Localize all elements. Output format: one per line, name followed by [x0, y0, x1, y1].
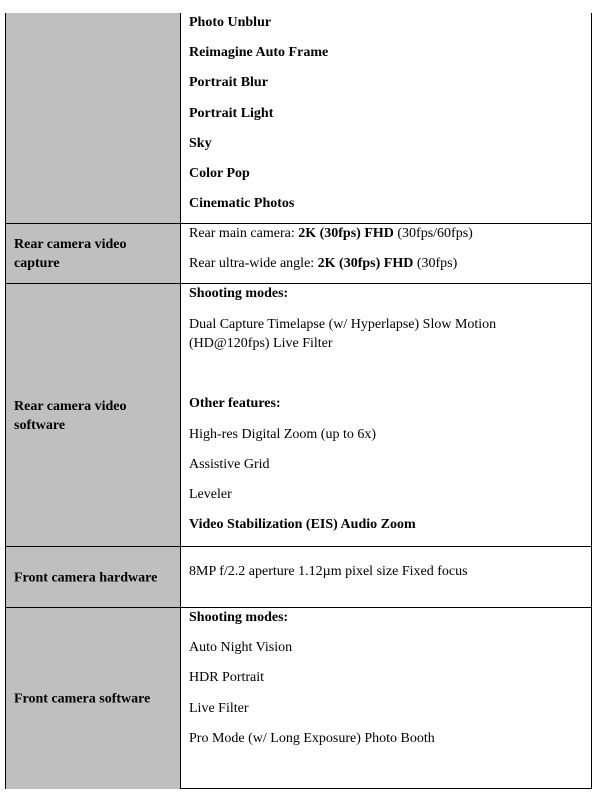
- text-segment: Video Stabilization (EIS) Audio Zoom: [189, 517, 416, 532]
- feature-line: [189, 43, 583, 62]
- text-segment: Cinematic Photos: [189, 196, 295, 211]
- text-segment: Leveler: [189, 487, 232, 502]
- feature-line: [189, 425, 583, 444]
- row-content-cell: [181, 608, 591, 789]
- text-segment: 2K (30fps) FHD: [298, 226, 394, 241]
- row-content-cell: [181, 284, 591, 547]
- text-segment: Other features:: [189, 396, 281, 411]
- feature-line: [189, 284, 583, 303]
- row-label: Rear camera video capture: [14, 237, 127, 271]
- text-segment: Rear main camera:: [189, 226, 299, 241]
- text-segment: Portrait Light: [189, 106, 274, 121]
- row-label-cell: [6, 547, 181, 608]
- feature-line: [189, 73, 583, 92]
- row-label: Rear camera video software: [14, 398, 127, 433]
- row-label: Front camera hardware: [14, 570, 158, 585]
- row-content-cell: [181, 224, 591, 284]
- feature-line: [189, 562, 583, 581]
- text-segment: Reimagine Auto Frame: [189, 45, 329, 60]
- feature-line: [189, 638, 583, 657]
- feature-line: [189, 164, 583, 183]
- table-row-photo-software-continued: [6, 13, 591, 223]
- text-segment: 8MP f/2.2 aperture 1.12µm pixel size Fixed focus: [189, 564, 468, 579]
- text-segment: Auto Night Vision: [189, 640, 293, 655]
- row-label-cell: [6, 224, 181, 284]
- feature-line: [189, 668, 583, 687]
- text-segment: (30fps/60fps): [393, 226, 473, 241]
- text-segment: Dual Capture Timelapse (w/ Hyperlapse) Slow Motion (HD@120fps) Live Filter: [189, 317, 497, 351]
- feature-line: [189, 515, 583, 534]
- feature-line: [189, 104, 583, 123]
- feature-line: [189, 729, 583, 748]
- text-segment: (30fps): [413, 256, 458, 271]
- table-row-front-hardware: [6, 546, 591, 608]
- text-segment: Photo Unblur: [189, 15, 272, 30]
- feature-line: [189, 394, 583, 413]
- row-label-cell: [6, 608, 181, 789]
- feature-line: [189, 608, 583, 627]
- text-segment: Sky: [189, 136, 212, 151]
- text-segment: HDR Portrait: [189, 670, 265, 685]
- table-row-front-software: [6, 607, 591, 789]
- row-label-cell: [6, 284, 181, 547]
- feature-line: [189, 254, 583, 273]
- text-segment: Portrait Blur: [189, 75, 268, 90]
- feature-line: [189, 485, 583, 504]
- feature-line: [189, 315, 519, 353]
- feature-line: [189, 194, 583, 213]
- spec-table: [5, 13, 592, 789]
- table-row-rear-video-software: [6, 283, 591, 547]
- text-segment: Rear ultra-wide angle:: [189, 256, 318, 271]
- row-content-cell: [181, 13, 591, 223]
- row-content-cell: [181, 547, 591, 608]
- table-row-rear-video-capture: [6, 223, 591, 284]
- row-label-cell: [6, 13, 181, 223]
- feature-line: [189, 13, 583, 32]
- text-segment: Shooting modes:: [189, 286, 289, 301]
- text-segment: Shooting modes:: [189, 610, 289, 625]
- text-segment: Assistive Grid: [189, 457, 270, 472]
- feature-line: [189, 224, 583, 243]
- text-segment: 2K (30fps) FHD: [317, 256, 414, 271]
- feature-line: [189, 699, 583, 718]
- row-label: Front camera software: [14, 691, 151, 706]
- text-segment: High-res Digital Zoom (up to 6x): [189, 427, 377, 442]
- text-segment: Pro Mode (w/ Long Exposure) Photo Booth: [189, 731, 435, 746]
- feature-line: [189, 134, 583, 153]
- text-segment: Color Pop: [189, 166, 250, 181]
- feature-line: [189, 455, 583, 474]
- text-segment: Live Filter: [189, 701, 249, 716]
